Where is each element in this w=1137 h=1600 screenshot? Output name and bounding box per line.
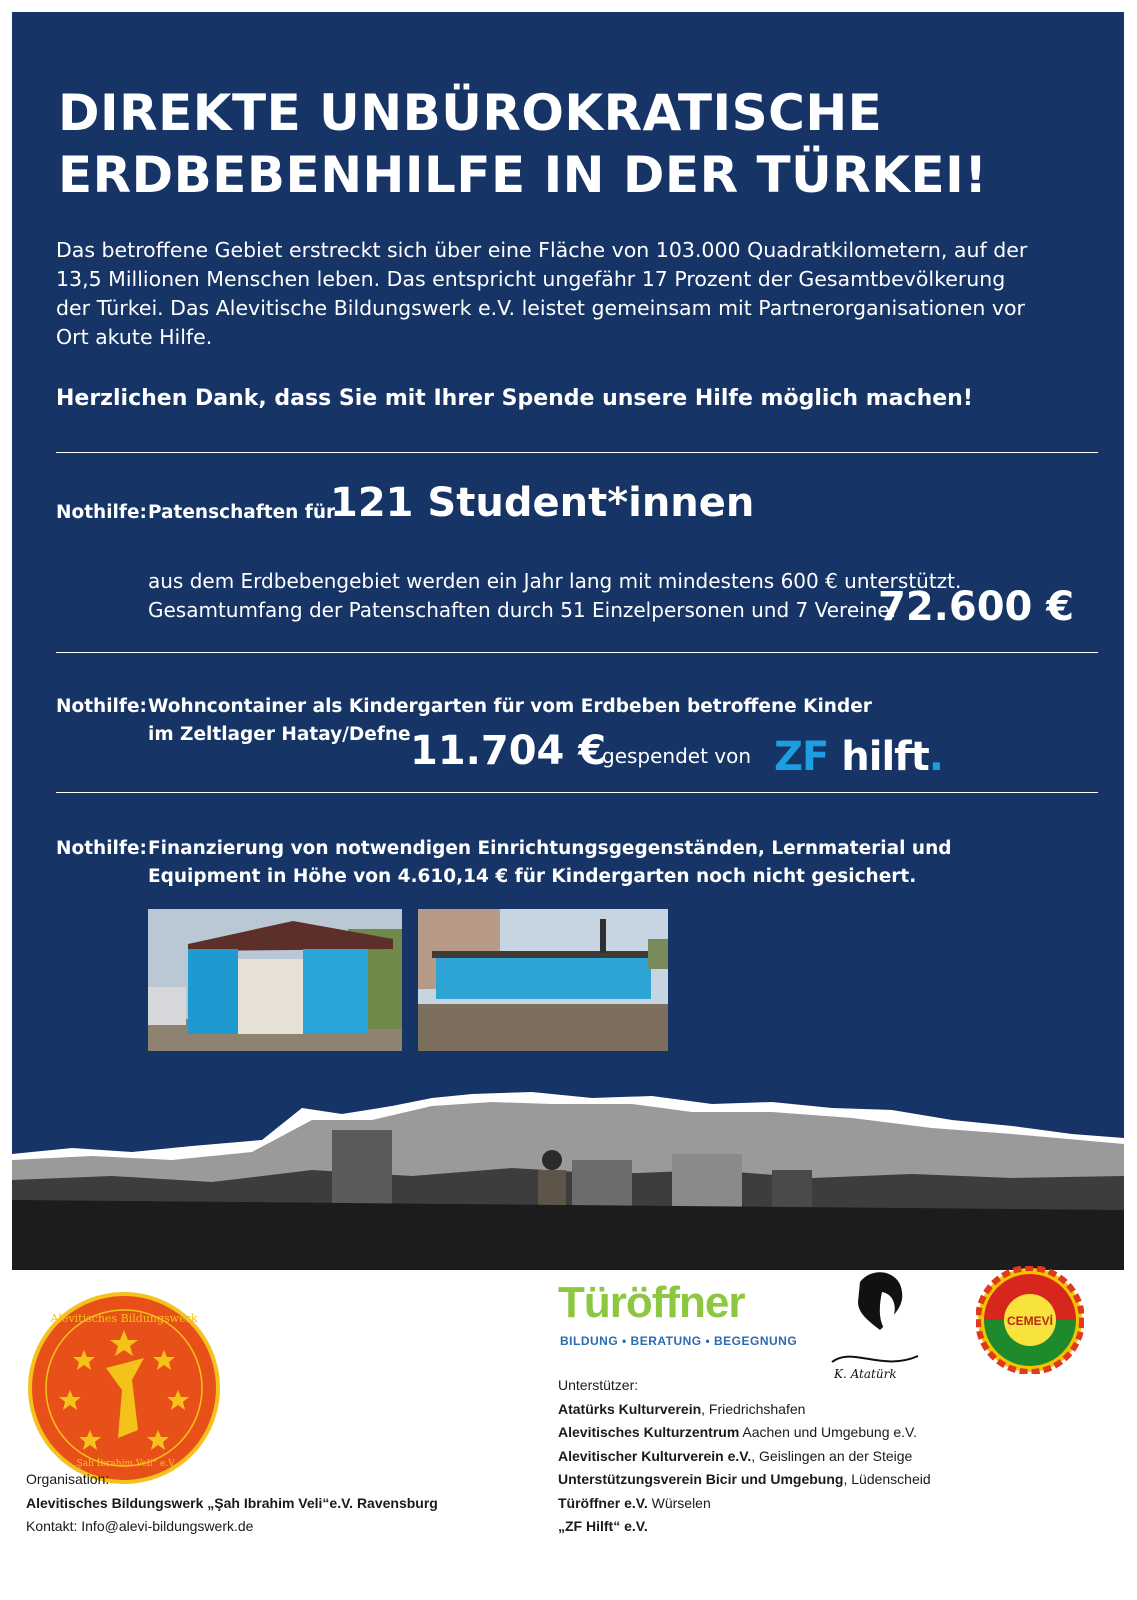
section2-label: Nothilfe:	[56, 696, 147, 717]
section1-line2: Gesamtumfang der Patenschaften durch 51 Einzelpersonen und 7 Vereine:	[148, 598, 897, 622]
organisation-name: Alevitisches Bildungswerk „Şah Ibrahim Veli“e.V. Ravensburg	[26, 1494, 438, 1511]
zf-logo-dot: .	[928, 734, 943, 780]
cemevi-logo	[976, 1266, 1084, 1374]
section2-amount: 11.704 €	[410, 728, 607, 774]
zf-logo-mark: ZF	[774, 734, 829, 780]
students-highlight: 121 Student*innen	[330, 480, 755, 526]
organisation-label: Organisation:	[26, 1471, 110, 1487]
ataturk-portrait-logo	[822, 1262, 932, 1382]
page-title	[58, 82, 988, 206]
supporter-item: „ZF Hilft“ e.V.	[558, 1518, 648, 1534]
supporter-item: Atatürks Kulturverein, Friedrichshafen	[558, 1400, 806, 1417]
intro-line: 13,5 Millionen Menschen leben. Das entspricht ungefähr 17 Prozent der Gesamtbevölkerung	[56, 267, 1006, 291]
container-photo-2	[418, 909, 668, 1051]
bildungswerk-logo-bottom-text: „Şah İbrahim Veli“ e.V.	[71, 1459, 177, 1469]
ataturk-signature: K. Atatürk	[834, 1367, 897, 1381]
divider	[56, 452, 1098, 453]
bildungswerk-logo-top-text: Alevitisches Bildungswerk	[50, 1312, 198, 1325]
zf-logo-text: hilft	[841, 734, 929, 780]
intro-line: Das betroffene Gebiet erstreckt sich über eine Fläche von 103.000 Quadratkilometern, auf der	[56, 238, 1028, 262]
title-line-1: DIREKTE UNBÜROKRATISCHE	[58, 84, 883, 142]
section1-amount: 72.600 €	[878, 584, 1075, 630]
section2-line1: Wohncontainer als Kindergarten für vom Erdbeben betroffene Kinder	[148, 696, 872, 717]
organisation-contact: Kontakt: Info@alevi-bildungswerk.de	[26, 1518, 254, 1534]
poster-panel	[12, 12, 1124, 1270]
divider	[56, 792, 1098, 793]
section3-line2: Equipment in Höhe von 4.610,14 € für Kindergarten noch nicht gesichert.	[148, 866, 917, 887]
earthquake-ruins-image	[12, 1090, 1124, 1270]
cemevi-logo-text: CEMEVİ	[1006, 1314, 1054, 1328]
supporter-item: Unterstützungsverein Bicir und Umgebung, Lüdenscheid	[558, 1471, 931, 1487]
intro-line: der Türkei. Das Alevitische Bildungswerk e.V. leistet gemeinsam mit Partnerorganisationen vor	[56, 296, 1025, 320]
section3-label: Nothilfe:	[56, 838, 147, 859]
donated-by-text: gespendet von	[602, 744, 752, 768]
tueroeffner-logo: Türöffner	[558, 1278, 745, 1327]
supporter-item: Alevitisches Kulturzentrum Aachen und Umgebung e.V.	[558, 1424, 917, 1440]
section3-line1: Finanzierung von notwendigen Einrichtungsgegenständen, Lernmaterial und	[148, 838, 952, 859]
supporters-block	[558, 1374, 931, 1539]
divider	[56, 652, 1098, 653]
intro-line: Ort akute Hilfe.	[56, 325, 213, 349]
supporter-item: Alevitischer Kulturverein e.V., Geislingen an der Steige	[558, 1447, 913, 1464]
supporters-label: Unterstützer:	[558, 1377, 639, 1393]
thanks-text: Herzlichen Dank, dass Sie mit Ihrer Spende unsere Hilfe möglich machen!	[56, 386, 973, 411]
section1-label: Nothilfe:	[56, 502, 147, 523]
organisation-block	[26, 1468, 438, 1539]
title-line-2: ERDBEBENHILFE IN DER TÜRKEI!	[58, 146, 988, 204]
intro-paragraph	[56, 236, 1036, 352]
section1-line1: aus dem Erdbebengebiet werden ein Jahr lang mit mindestens 600 € unterstützt.	[148, 569, 962, 593]
section1-pre: Patenschaften für	[148, 502, 336, 523]
tueroeffner-tagline: BILDUNG • BERATUNG • BEGEGNUNG	[560, 1334, 798, 1348]
section2-line2: im Zeltlager Hatay/Defne	[148, 724, 411, 745]
bildungswerk-logo	[26, 1290, 222, 1486]
container-photo-1	[148, 909, 402, 1051]
supporter-item: Türöffner e.V. Würselen	[558, 1494, 711, 1511]
zf-hilft-logo	[774, 734, 943, 780]
